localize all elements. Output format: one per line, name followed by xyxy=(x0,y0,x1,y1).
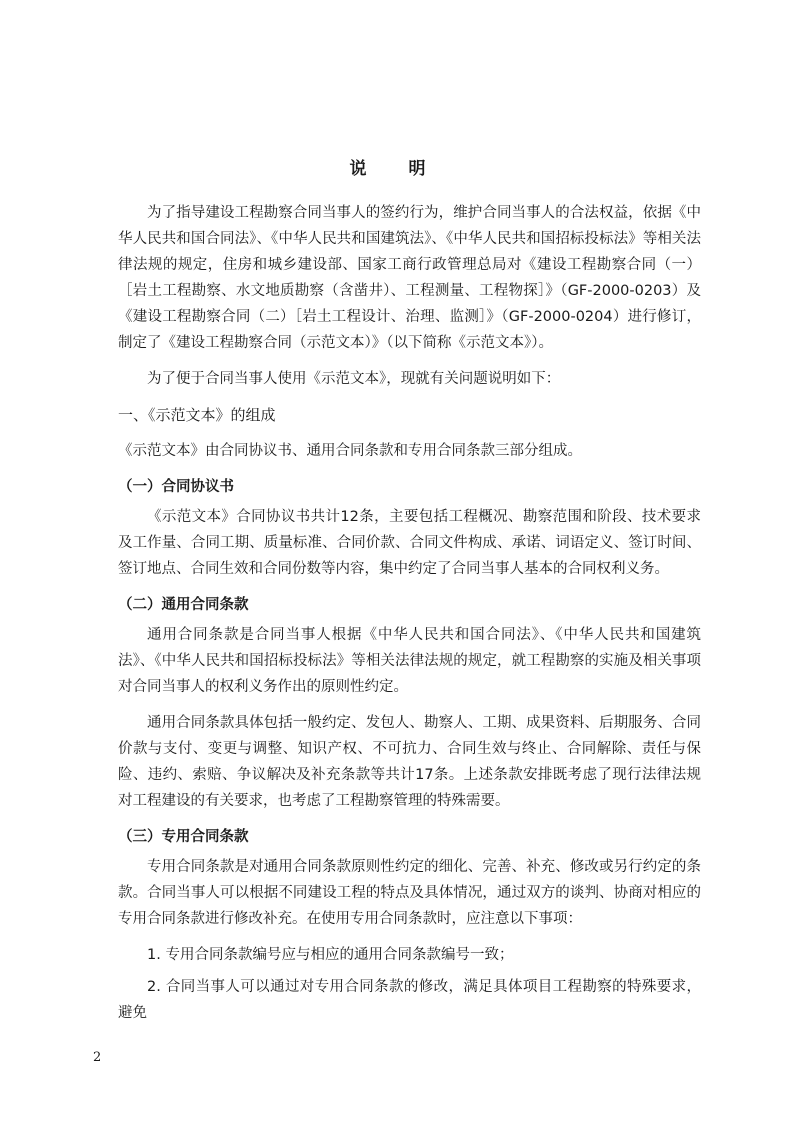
subsection-heading-agreement: （一）合同协议书 xyxy=(118,479,234,495)
list-item: 1. 专用合同条款编号应与相应的通用合同条款编号一致； xyxy=(147,947,514,963)
section-composition-text: 《示范文本》由合同协议书、通用合同条款和专用合同条款三部分组成。 xyxy=(118,443,582,459)
subsection-heading-special-terms: （三）专用合同条款 xyxy=(118,829,249,845)
page-title: 说 明 xyxy=(349,159,444,179)
section-heading-composition: 一、《示范文本》的组成 xyxy=(118,406,276,424)
subsection-agreement-text: 《示范文本》合同协议书共计12条，主要包括工程概况、勘察范围和阶段、技术要求及工作量、合同工期、质量标准、合同价款、合同文件构成、承诺、词语定义、签订时间、签订地点、合同生效和合同份数等内容，集中约定了合同当事人基本的合同权利义务。 xyxy=(118,509,701,577)
document-body xyxy=(118,200,701,1036)
intro-paragraph-1: 为了指导建设工程勘察合同当事人的签约行为，维护合同当事人的合法权益，依据《中华人民共和国合同法》、《中华人民共和国建筑法》、《中华人民共和国招标投标法》等相关法律法规的规定，住房和城乡建设部、国家工商行政管理总局对《建设工程勘察合同（一）［岩土工程勘察、水文地质勘察（含凿井）、工程测量、工程物探］》（GF-2000-0203）及《建设工程勘察合同（二）［岩土工程设计、治理、监测］》（GF-2000-0204）进行修订，制定了《建设工程勘察合同（示范文本）》（以下简称《示范文本》）。 xyxy=(118,205,701,351)
page-number: 2 xyxy=(93,1050,102,1065)
subsection-general-terms-text-1: 通用合同条款是合同当事人根据《中华人民共和国合同法》、《中华人民共和国建筑法》、《中华人民共和国招标投标法》等相关法律法规的规定，就工程勘察的实施及相关事项对合同当事人的权利义务作出的原则性约定。 xyxy=(118,627,701,695)
subsection-heading-general-terms: （二）通用合同条款 xyxy=(118,597,249,613)
list-item: 2. 合同当事人可以通过对专用合同条款的修改，满足具体项目工程勘察的特殊要求，避免 xyxy=(118,979,701,1021)
subsection-general-terms-text-2: 通用合同条款具体包括一般约定、发包人、勘察人、工期、成果资料、后期服务、合同价款与支付、变更与调整、知识产权、不可抗力、合同生效与终止、合同解除、责任与保险、违约、索赔、争议解决及补充条款等共计17条。上述条款安排既考虑了现行法律法规对工程建设的有关要求，也考虑了工程勘察管理的特殊需要。 xyxy=(118,715,701,809)
intro-paragraph-2: 为了便于合同当事人使用《示范文本》，现就有关问题说明如下： xyxy=(147,371,561,387)
subsection-special-terms-text: 专用合同条款是对通用合同条款原则性约定的细化、完善、补充、修改或另行约定的条款。合同当事人可以根据不同建设工程的特点及具体情况，通过双方的谈判、协商对相应的专用合同条款进行修改补充。在使用专用合同条款时，应注意以下事项： xyxy=(118,859,701,927)
